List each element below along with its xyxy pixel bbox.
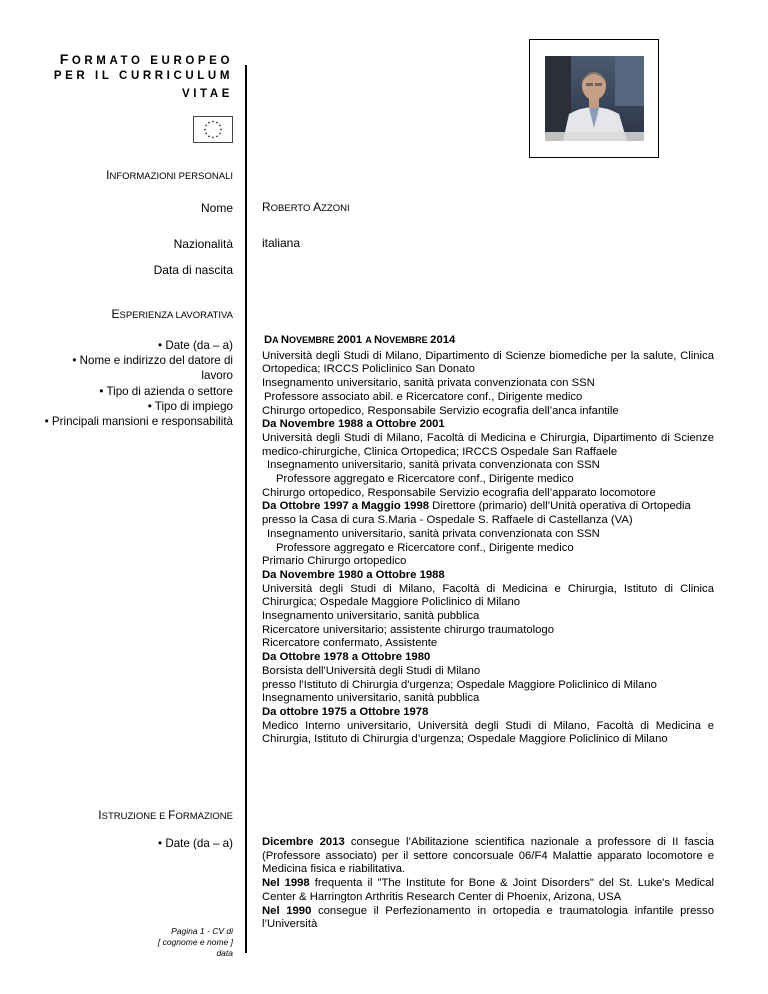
cv-title-line-2: PER IL CURRICULUM bbox=[53, 70, 233, 82]
education-item-text: frequenta il "The Institute for Bone & Joint Disorders" del St. Luke's Medical Center & Harrington Arthritis Research Center di Phoenix, Arizona, USA bbox=[262, 877, 714, 903]
experience-line: Insegnamento universitario, sanità pubblica bbox=[262, 692, 480, 705]
experience-period-heading: Da Novembre 1980 a Ottobre 1988 bbox=[262, 568, 445, 581]
column-divider bbox=[245, 65, 247, 953]
education-item-date: Nel 1998 bbox=[262, 877, 310, 890]
experience-line: Chirurgo ortopedico, Responsabile Servizio ecografia dell’anca infantile bbox=[262, 404, 619, 417]
experience-line: Professore aggregato e Ricercatore conf., Dirigente medico bbox=[276, 541, 574, 554]
experience-line: Insegnamento universitario, sanità pubblica bbox=[262, 610, 480, 623]
education-item-text: consegue l’Abilitazione scientifica nazionale a professore di II fascia (Professore associato) per il settore concorsuale 06/F4 Malattie apparato locomotore e Medicina fisica e riabilitativa. bbox=[262, 836, 714, 876]
education-date-label: • Date (da – a) bbox=[158, 837, 233, 850]
education-item-date: Dicembre 2013 bbox=[262, 836, 345, 848]
label-responsibilities: • Principali mansioni e responsabilità bbox=[44, 415, 233, 429]
experience-line: Ricercatore confermato, Assistente bbox=[262, 637, 438, 650]
label-company-type: • Tipo di azienda o settore bbox=[99, 384, 233, 398]
page-footer bbox=[158, 926, 233, 959]
experience-line: Insegnamento universitario, sanità privata convenzionata con SSN bbox=[267, 459, 600, 472]
label-job-type: • Tipo di impiego bbox=[147, 399, 233, 413]
experience-line bbox=[262, 500, 714, 514]
experience-line: Primario Chirurgo ortopedico bbox=[262, 555, 407, 568]
education-item bbox=[262, 836, 714, 877]
experience-period-heading: Da Novembre 1988 a Ottobre 2001 bbox=[262, 418, 445, 431]
experience-line: Università degli Studi di Milano, Facoltà di Medicina e Chirurgia, Istituto di Clinica Chirurgica; Ospedale Maggiore Policlinico di Milano bbox=[262, 582, 714, 609]
experience-period-heading: Da Ottobre 1978 a Ottobre 1980 bbox=[262, 651, 431, 664]
experience-lines bbox=[262, 350, 714, 747]
name-label: Nome bbox=[200, 201, 233, 215]
experience-first-heading: DA NOVEMBRE 2001 A NOVEMBRE 2014 bbox=[264, 334, 456, 346]
education-content bbox=[262, 836, 714, 932]
nationality-label: Nazionalità bbox=[173, 237, 233, 251]
education-lines bbox=[262, 836, 714, 932]
experience-line: Insegnamento universitario, sanità privata convenzionata con SSN bbox=[267, 527, 600, 540]
profile-photo bbox=[545, 56, 644, 141]
footer-date: data bbox=[216, 948, 233, 958]
experience-line: Borsista dell'Università degli Studi di Milano bbox=[262, 664, 481, 677]
eu-flag-icon bbox=[193, 116, 233, 143]
label-employer: • Nome e indirizzo del datore di lavoro bbox=[72, 354, 233, 383]
experience-line: Medico Interno universitario, Università degli Studi di Milano, Facoltà di Medicina e Chirurgia, Istituto di Chirurgia d’urgenza; Ospedale Maggiore Policlinico di Milano bbox=[262, 719, 714, 746]
profile-photo-frame bbox=[529, 39, 659, 158]
education-item-date: Nel 1990 bbox=[262, 904, 312, 917]
experience-line: Professore associato abil. e Ricercatore conf., Dirigente medico bbox=[264, 390, 583, 403]
footer-name: [ cognome e nome ] bbox=[157, 937, 233, 947]
experience-line: Università degli Studi di Milano, Dipartimento di Scienze biomediche per la salute, Clinica Ortopedica; IRCCS Policlinico San Donato bbox=[262, 349, 714, 376]
cv-title-line-1: FORMATO EUROPEO bbox=[59, 51, 233, 67]
name-value: ROBERTO AZZONI bbox=[262, 200, 350, 214]
birth-date-label: Data di nascita bbox=[153, 263, 233, 277]
experience-line: Università degli Studi di Milano, Facoltà di Medicina e Chirurgia, Dipartimento di Scienze medico-chirurgiche, Clinica Ortopedica; IRCCS Ospedale San Raffaele bbox=[262, 431, 714, 458]
section-education: ISTRUZIONE E FORMAZIONE bbox=[98, 808, 233, 822]
section-personal-info: INFORMAZIONI PERSONALI bbox=[106, 168, 233, 182]
cv-title-line-3: VITAE bbox=[181, 88, 233, 100]
education-item bbox=[262, 877, 714, 904]
footer-page: Pagina 1 - CV di bbox=[171, 926, 233, 936]
experience-line-text: Direttore (primario) dell’Unità operativa di Ortopedia bbox=[429, 500, 691, 513]
education-item bbox=[262, 905, 714, 932]
education-item-text: consegue il Perfezionamento in ortopedia e traumatologia infantile presso l’Università bbox=[262, 904, 714, 931]
nationality-value: italiana bbox=[262, 236, 301, 250]
experience-line: Insegnamento universitario, sanità privata convenzionata con SSN bbox=[262, 377, 595, 390]
section-work-experience: ESPERIENZA LAVORATIVA bbox=[111, 307, 233, 321]
experience-field-labels bbox=[40, 338, 233, 429]
experience-period-heading: Da ottobre 1975 a Ottobre 1978 bbox=[262, 705, 429, 718]
experience-line: Chirurgo ortopedico, Responsabile Servizio ecografia dell’apparato locomotore bbox=[262, 486, 656, 499]
experience-period-heading: Da Ottobre 1997 a Maggio 1998 bbox=[262, 500, 430, 513]
label-dates: • Date (da – a) bbox=[158, 339, 233, 352]
experience-content bbox=[262, 334, 714, 747]
experience-line: Ricercatore universitario; assistente chirurgo traumatologo bbox=[262, 623, 554, 636]
experience-line: presso la Casa di cura S.Maria - Ospedale S. Raffaele di Castellanza (VA) bbox=[262, 514, 633, 527]
experience-line: presso l'Istituto di Chirurgia d'urgenza; Ospedale Maggiore Policlinico di Milano bbox=[262, 678, 657, 691]
experience-line: Professore aggregato e Ricercatore conf., Dirigente medico bbox=[276, 473, 574, 486]
